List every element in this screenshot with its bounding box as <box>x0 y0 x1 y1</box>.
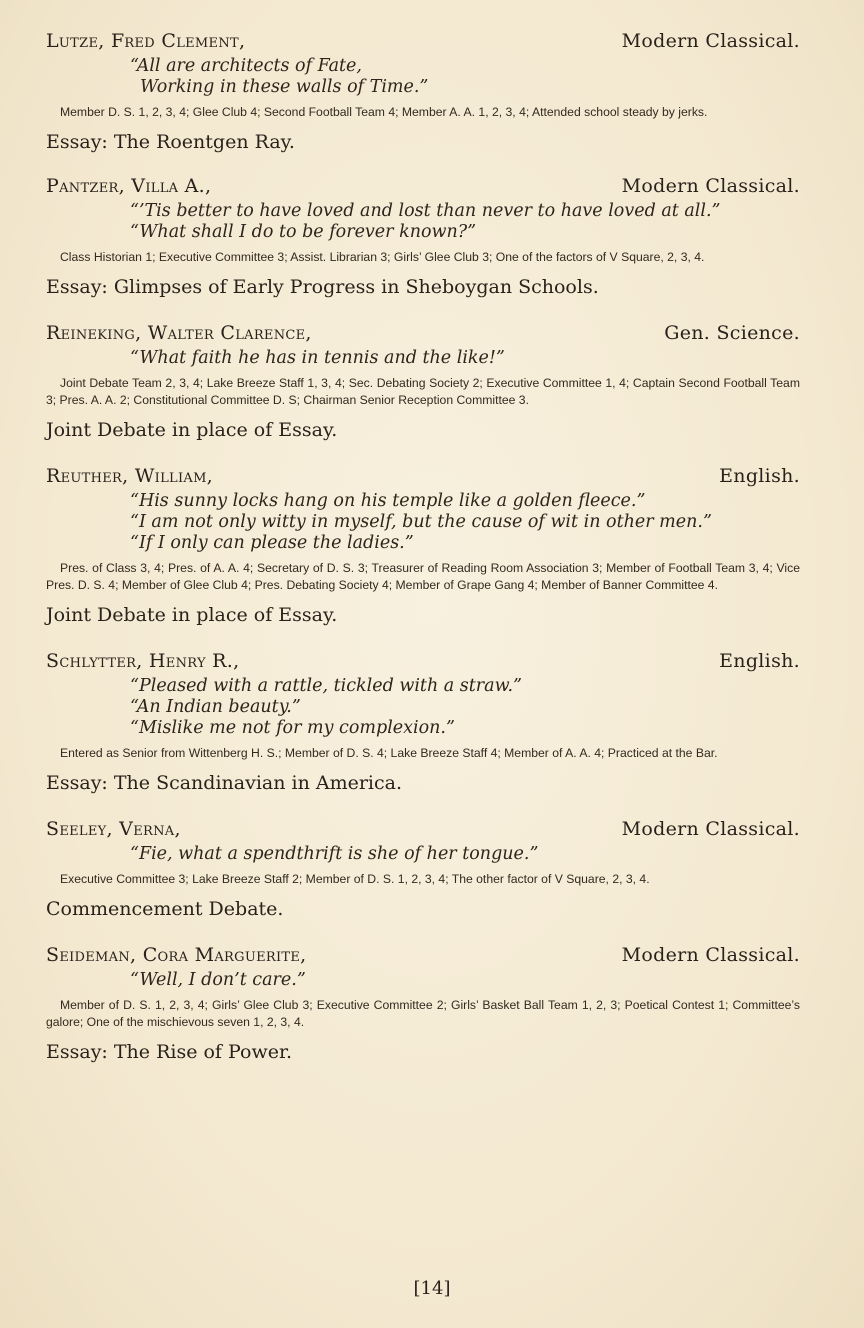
essay-title: Joint Debate in place of Essay. <box>46 419 338 441</box>
activities-text: Joint Debate Team 2, 3, 4; Lake Breeze Staff 1, 3, 4; Sec. Debating Society 2; Executive Committee 1, 4; Captain Second Football Team 3; Pres. A. A. 2; Constitutional Committee D. S; Chairman Senior Reception Committee 3. <box>46 376 800 407</box>
student-quote <box>130 56 800 98</box>
quote-line: “I am not only witty in myself, but the cause of wit in other men.” <box>130 512 712 532</box>
student-name: Seeley, Verna, <box>46 818 181 840</box>
quote-line: “What shall I do to be forever known?” <box>130 222 477 242</box>
student-entry <box>46 322 800 441</box>
quote-line: “Mislike me not for my complexion.” <box>130 718 455 738</box>
course-name: English. <box>719 465 800 487</box>
essay-title: Commencement Debate. <box>46 898 284 920</box>
quote-line: “His sunny locks hang on his temple like a golden fleece.” <box>130 491 646 511</box>
quote-line: “An Indian beauty.” <box>130 697 301 717</box>
entry-header <box>46 944 800 966</box>
student-quote <box>130 844 800 865</box>
student-name: Schlytter, Henry R., <box>46 650 240 672</box>
entry-header <box>46 650 800 672</box>
essay-title: Joint Debate in place of Essay. <box>46 604 338 626</box>
activities-text: Member of D. S. 1, 2, 3, 4; Girls’ Glee Club 3; Executive Committee 2; Girls’ Basket Ball Team 1, 2, 3; Poetical Contest 1; Committee’s galore; One of the mischievous seven 1, 2, 3, 4. <box>46 998 800 1029</box>
entry-header <box>46 30 800 52</box>
quote-line: “’Tis better to have loved and lost than never to have loved at all.” <box>130 201 721 221</box>
student-quote <box>130 970 800 991</box>
student-name: Lutze, Fred Clement, <box>46 30 246 52</box>
course-name: Modern Classical. <box>621 818 800 840</box>
student-entry <box>46 30 800 153</box>
student-name: Pantzer, Villa A., <box>46 175 212 197</box>
student-quote <box>130 676 800 739</box>
student-entry <box>46 944 800 1063</box>
activities-text: Pres. of Class 3, 4; Pres. of A. A. 4; Secretary of D. S. 3; Treasurer of Reading Room Association 3; Member of Football Team 3, 4; Vice Pres. D. S. 4; Member of Glee Club 4; Pres. Debating Society 4; Member of Grape Gang 4; Member of Banner Committee 4. <box>46 561 800 592</box>
entry-header <box>46 465 800 487</box>
student-quote <box>130 491 800 554</box>
quote-line: “What faith he has in tennis and the like!” <box>130 348 505 368</box>
quote-line: “Fie, what a spendthrift is she of her tongue.” <box>130 844 539 864</box>
student-entry <box>46 650 800 794</box>
quote-line: “Pleased with a rattle, tickled with a straw.” <box>130 676 523 696</box>
student-quote <box>130 348 800 369</box>
course-name: Modern Classical. <box>621 175 800 197</box>
student-entry <box>46 818 800 920</box>
quote-line: “If I only can please the ladies.” <box>130 533 414 553</box>
student-name: Reineking, Walter Clarence, <box>46 322 312 344</box>
quote-line: “Well, I don’t care.” <box>130 970 306 990</box>
entry-header <box>46 818 800 840</box>
essay-title: Essay: The Scandinavian in America. <box>46 772 403 794</box>
course-name: English. <box>719 650 800 672</box>
course-name: Modern Classical. <box>621 30 800 52</box>
activities-text: Executive Committee 3; Lake Breeze Staff 2; Member of D. S. 1, 2, 3, 4; The other factor of V Square, 2, 3, 4. <box>60 872 650 886</box>
quote-line: “All are architects of Fate, <box>130 56 362 76</box>
student-quote <box>130 201 800 243</box>
course-name: Modern Classical. <box>621 944 800 966</box>
page-number: [14] <box>413 1278 451 1299</box>
entry-header <box>46 322 800 344</box>
yearbook-page <box>46 30 800 1087</box>
essay-title: Essay: Glimpses of Early Progress in Sheboygan Schools. <box>46 276 599 298</box>
activities-text: Entered as Senior from Wittenberg H. S.; Member of D. S. 4; Lake Breeze Staff 4; Member of A. A. 4; Practiced at the Bar. <box>60 746 718 760</box>
essay-title: Essay: The Rise of Power. <box>46 1041 292 1063</box>
student-name: Reuther, William, <box>46 465 214 487</box>
course-name: Gen. Science. <box>664 322 800 344</box>
activities-text: Member D. S. 1, 2, 3, 4; Glee Club 4; Second Football Team 4; Member A. A. 1, 2, 3, 4; Attended school steady by jerks. <box>60 105 708 119</box>
student-entry <box>46 465 800 626</box>
activities-text: Class Historian 1; Executive Committee 3; Assist. Librarian 3; Girls’ Glee Club 3; One of the factors of V Square, 2, 3, 4. <box>60 250 705 264</box>
student-name: Seideman, Cora Marguerite, <box>46 944 307 966</box>
quote-line: Working in these walls of Time.” <box>140 77 429 97</box>
entry-header <box>46 175 800 197</box>
student-entry <box>46 175 800 298</box>
essay-title: Essay: The Roentgen Ray. <box>46 131 295 153</box>
